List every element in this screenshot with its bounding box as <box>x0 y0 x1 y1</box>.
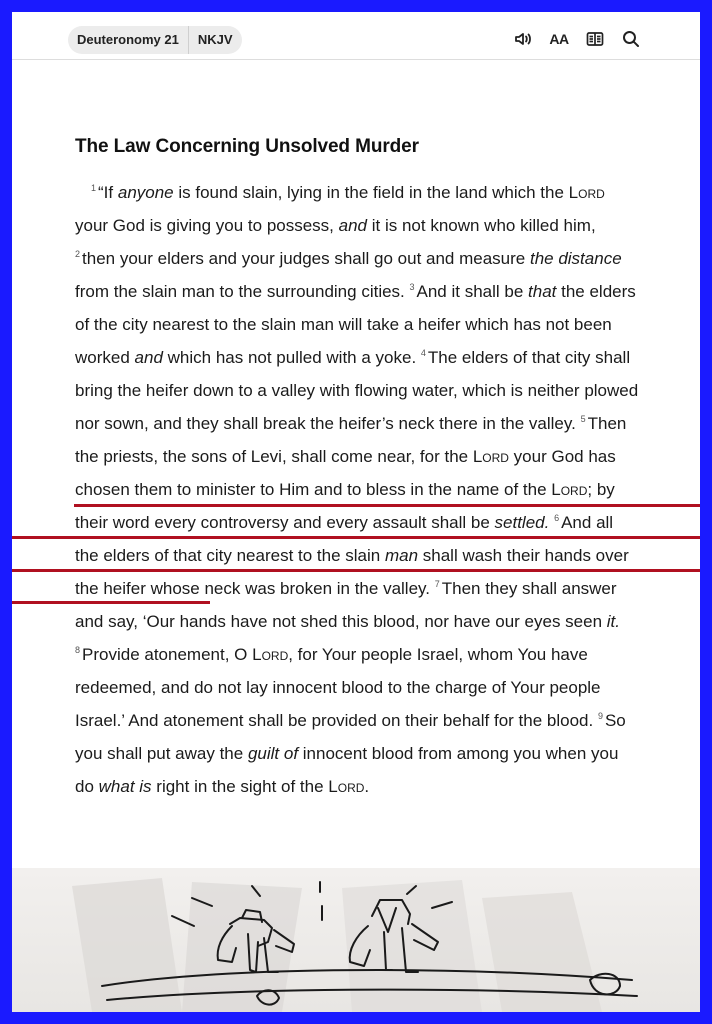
underline-mark <box>74 504 700 507</box>
verse-text: Then they shall answer and say, ‘Our hands have not shed this blood, nor have our eyes seen <box>75 579 617 631</box>
verse-text: right in the sight of the <box>151 777 329 796</box>
divine-name: Lord <box>472 447 509 466</box>
verse-text: from the slain man to the surrounding cities. <box>75 282 410 301</box>
verse-text: it is not known who killed him, <box>367 216 596 235</box>
speaker-icon[interactable] <box>512 28 534 50</box>
italic-text: and <box>134 348 163 367</box>
italic-text: man <box>384 546 419 565</box>
verse-text: the elders of the city nearest to the slain man will take a heifer which has not been worked <box>75 282 636 367</box>
verse-text: So you shall put away the <box>75 711 626 763</box>
chapter-passage[interactable] <box>75 176 640 803</box>
verse-text: your God has chosen them to minister to Him and to bless in the name of the <box>75 447 616 499</box>
verse-text: . <box>364 777 370 796</box>
verse-text: , for Your people Israel, whom You have redeemed, and do not lay innocent blood to the charge of Your people Israel.’ And atonement shall be provided on their behalf for the blood. <box>75 645 601 730</box>
version-button[interactable]: NKJV <box>197 32 233 47</box>
text-size-icon[interactable] <box>548 28 570 50</box>
verse-number: 3 <box>409 282 415 293</box>
italic-text: anyone <box>117 183 174 202</box>
underline-mark <box>12 536 700 539</box>
priests-sketch-image <box>12 868 700 1012</box>
italic-text: settled. <box>494 513 550 532</box>
verse-number: 1 <box>91 183 97 194</box>
verse-number: 2 <box>75 249 81 260</box>
italic-text: what is <box>98 777 152 796</box>
verse-text: is found slain, lying in the field in the land which the <box>173 183 569 202</box>
verse-text: Then the priests, the sons of Levi, shall come near, for the <box>75 414 627 466</box>
verse-text: And it shall be <box>416 282 529 301</box>
verse-text: which has not pulled with a yoke. <box>162 348 421 367</box>
italic-text: guilt of <box>247 744 299 763</box>
verse-text: Provide atonement, O <box>82 645 253 664</box>
verse-text: “If <box>98 183 118 202</box>
divine-name: Lord <box>568 183 605 202</box>
verse-text: shall wash their hands over the heifer whose neck was broken in the valley. <box>75 546 629 598</box>
verse-number: 4 <box>420 348 426 359</box>
verse-text: innocent blood from among you when you do <box>75 744 619 796</box>
italic-text: and <box>338 216 368 235</box>
verse-text: The elders of that city shall bring the heifer down to a valley with flowing water, which is neither plowed nor sown, and they shall break the heifer’s neck there in the valley. <box>75 348 639 433</box>
verse-number: 5 <box>580 414 586 425</box>
underline-mark <box>12 569 700 572</box>
verse-number: 8 <box>75 645 81 656</box>
verse-text: And all the elders of that city nearest to the slain <box>75 513 614 565</box>
verse-text: your God is giving you to possess, <box>75 216 339 235</box>
reader-window <box>12 12 700 1012</box>
section-heading: The Law Concerning Unsolved Murder <box>75 136 419 157</box>
reader-header <box>12 12 700 60</box>
book-chapter-button[interactable]: Deuteronomy 21 <box>77 32 179 47</box>
verse-number: 6 <box>554 513 560 524</box>
divine-name: Lord <box>551 480 588 499</box>
verse-number: 7 <box>434 579 440 590</box>
divine-name: Lord <box>252 645 289 664</box>
reference-pill <box>68 26 242 54</box>
header-tools <box>512 28 642 50</box>
italic-text: the distance <box>529 249 622 268</box>
italic-text: that <box>528 282 557 301</box>
divine-name: Lord <box>328 777 365 796</box>
underline-mark <box>12 601 210 604</box>
search-icon[interactable] <box>620 28 642 50</box>
book-icon[interactable] <box>584 28 606 50</box>
chapter-illustration <box>12 868 700 1012</box>
italic-text: it. <box>606 612 620 631</box>
verse-number: 9 <box>597 711 603 722</box>
verse-text: ; by their word every controversy and every assault shall be <box>75 480 615 532</box>
verse-text: then your elders and your judges shall go out and measure <box>82 249 530 268</box>
chapter-content <box>75 136 645 803</box>
text-size-label: AA <box>549 31 569 47</box>
